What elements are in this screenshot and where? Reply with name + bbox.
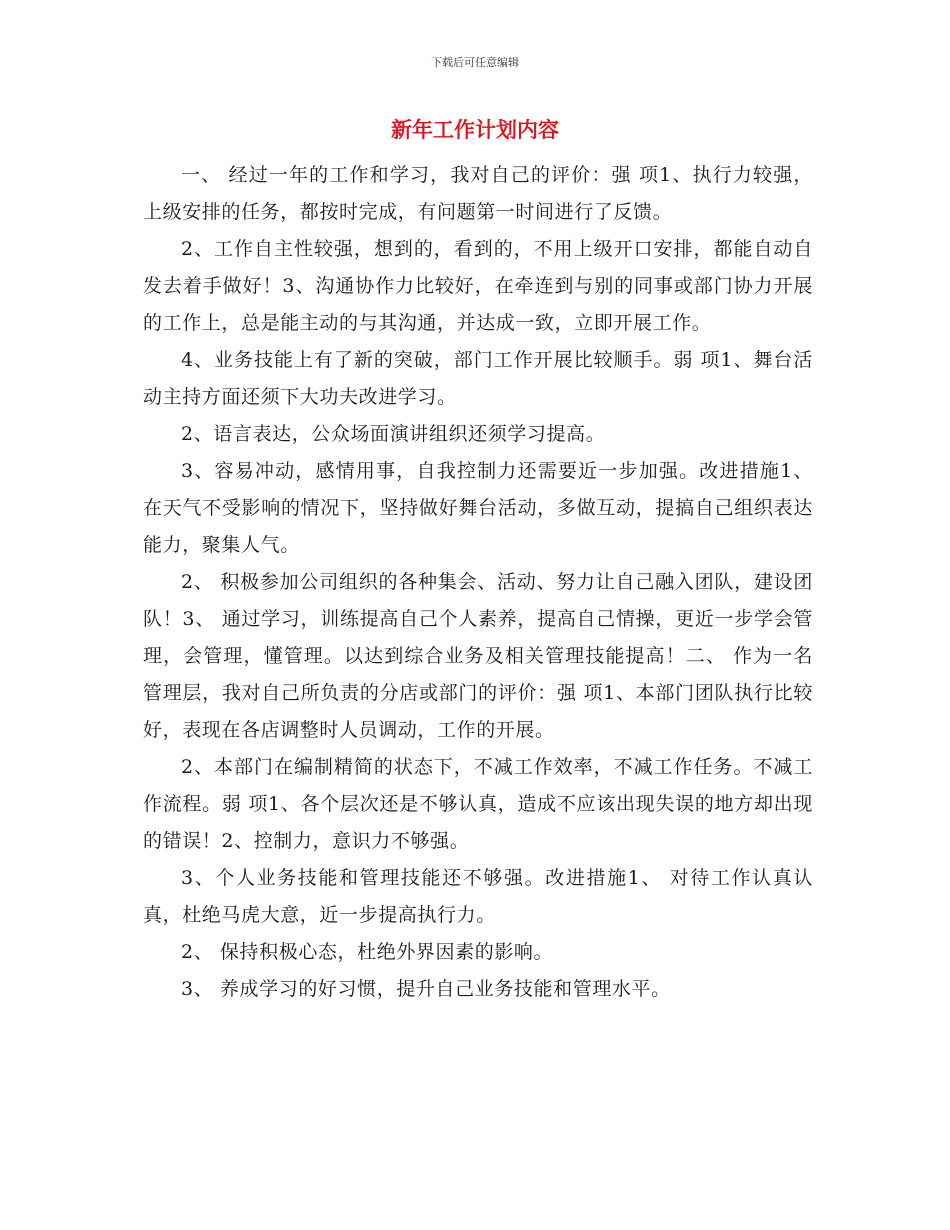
paragraph: 3、个人业务技能和管理技能还不够强。改进措施1、 对待工作认真认真，杜绝马虎大意，近一步提高执行力。: [143, 867, 813, 926]
header-note: 下载后可任意编辑: [431, 56, 519, 69]
paragraph: 2、工作自主性较强，想到的，看到的，不用上级开口安排，都能自动自发去着手做好！3、沟通协作力比较好，在牵连到与别的同事或部门协力开展的工作上，总是能主动的与其沟通，并达成一致，立即开展工作。: [143, 238, 813, 334]
document-title: 新年工作计划内容: [391, 117, 559, 142]
paragraph: 2、 保持积极心态，杜绝外界因素的影响。: [181, 941, 554, 963]
paragraph: 一、 经过一年的工作和学习，我对自己的评价：强 项1、执行力较强，上级安排的任务，都按时完成，有问题第一时间进行了反馈。: [143, 164, 813, 223]
document-body: [143, 157, 813, 1008]
paragraph: 3、容易冲动，感情用事，自我控制力还需要近一步加强。改进措施1、 在天气不受影响的情况下，坚持做好舞台活动，多做互动，提搞自己组织表达能力，聚集人气。: [143, 460, 813, 556]
paragraph: 4、业务技能上有了新的突破，部门工作开展比较顺手。弱 项1、舞台活动主持方面还须下大功夫改进学习。: [143, 349, 813, 408]
paragraph: 2、 积极参加公司组织的各种集会、活动、努力让自己融入团队，建设团队！3、 通过学习，训练提高自己个人素养，提高自己情操，更近一步学会管理，会管理，懂管理。以达到综合业务及相关管理技能提高！二、 作为一名管理层，我对自己所负责的分店或部门的评价：强 项1、本部门团队执行比较好，表现在各店调整时人员调动，工作的开展。: [143, 571, 813, 741]
paragraph: 3、 养成学习的好习惯，提升自己业务技能和管理水平。: [181, 978, 671, 1000]
paragraph: 2、语言表达，公众场面演讲组织还须学习提高。: [181, 423, 606, 445]
paragraph: 2、本部门在编制精简的状态下，不减工作效率，不减工作任务。不减工作流程。弱 项1、各个层次还是不够认真，造成不应该出现失误的地方却出现的错误！2、控制力，意识力不够强。: [143, 756, 813, 852]
